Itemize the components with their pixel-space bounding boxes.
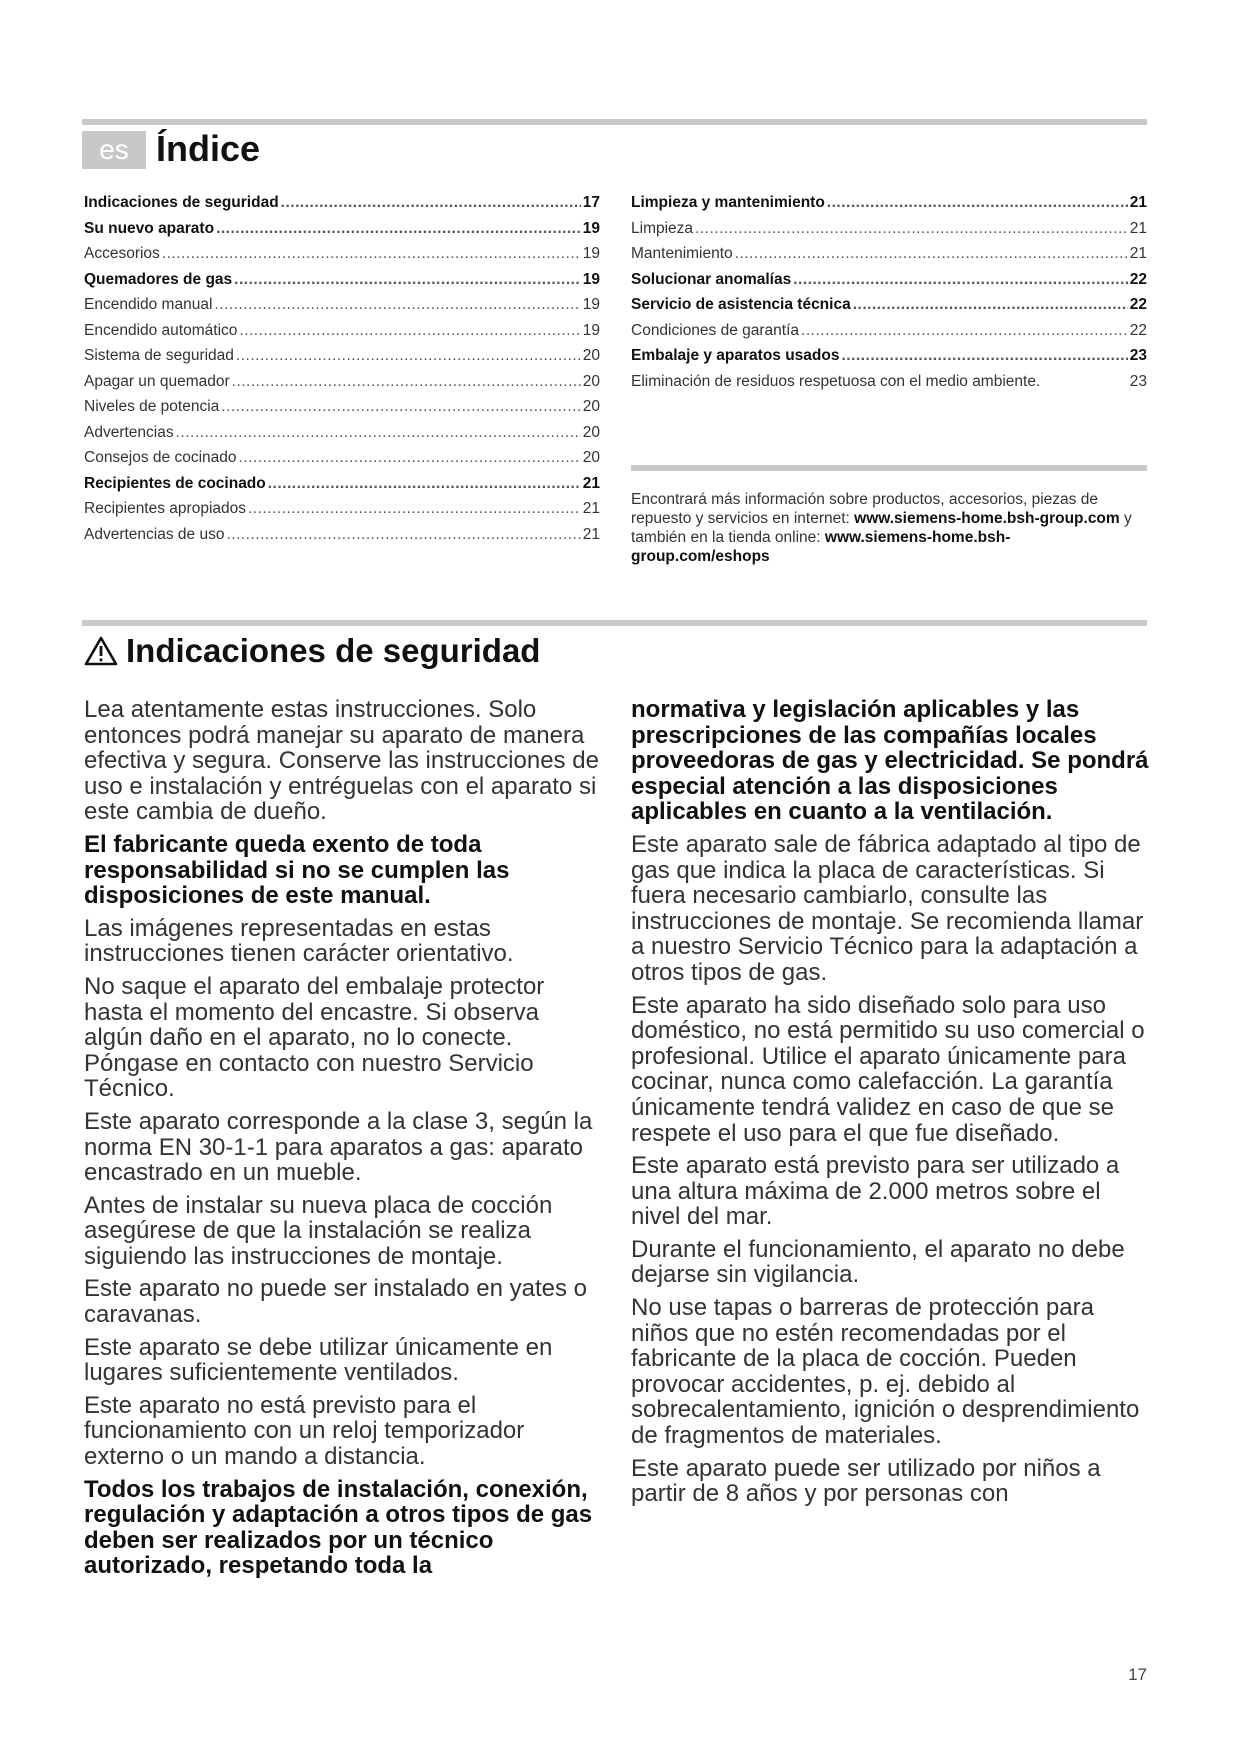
toc-entry[interactable] — [84, 245, 600, 271]
info-divider — [631, 465, 1147, 471]
toc-leader-dots — [853, 296, 1128, 314]
toc-entry-page: 19 — [582, 219, 600, 237]
toc-entry[interactable] — [84, 449, 600, 475]
toc-leader-dots — [735, 245, 1128, 263]
toc-entry[interactable] — [631, 373, 1147, 399]
website-link[interactable]: www.siemens-home.bsh-group.com — [854, 510, 1120, 527]
info-text-1: Encontrará más información sobre productos, accesorios, piezas de repuesto y servicios en internet: — [631, 491, 1098, 527]
top-divider — [82, 119, 1147, 125]
toc-entry-page: 23 — [1129, 372, 1148, 390]
toc-entry-label: Embalaje y aparatos usados — [631, 347, 840, 364]
safety-paragraph: Este aparato está previsto para ser utilizado a una altura máxima de 2.000 metros sobre el nivel del mar. — [631, 1152, 1120, 1231]
toc-leader-dots — [234, 271, 581, 289]
safety-right-column — [631, 697, 1151, 1514]
language-badge: es — [82, 131, 146, 169]
toc-entry[interactable] — [631, 347, 1147, 373]
toc-left-column — [84, 194, 600, 551]
toc-entry[interactable] — [631, 220, 1147, 246]
toc-entry-label: Recipientes de cocinado — [84, 474, 266, 492]
toc-leader-dots — [248, 500, 581, 518]
safety-warning-paragraph: Todos los trabajos de instalación, conexión, regulación y adaptación a otros tipos de gas deben ser realizados por un técnico autorizado, respetando toda la — [84, 1475, 593, 1580]
toc-entry-label: Advertencias — [84, 423, 174, 441]
toc-entry-page: 20 — [582, 398, 600, 415]
safety-paragraph: Durante el funcionamiento, el aparato no debe dejarse sin vigilancia. — [631, 1235, 1125, 1289]
toc-leader-dots — [236, 347, 581, 365]
toc-entry-label: Encendido manual — [84, 296, 213, 313]
toc-entry[interactable] — [631, 296, 1147, 322]
toc-entry[interactable] — [84, 373, 600, 399]
toc-entry-page: 20 — [582, 372, 600, 390]
toc-entry[interactable] — [84, 424, 600, 450]
toc-entry[interactable] — [631, 194, 1147, 220]
toc-entry-label: Condiciones de garantía — [631, 321, 800, 339]
toc-entry-page: 22 — [1129, 270, 1147, 288]
toc-entry[interactable] — [84, 271, 600, 297]
toc-entry-label: Recipientes apropiados — [84, 500, 246, 517]
safety-paragraph: Las imágenes representadas en estas instrucciones tienen carácter orientativo. — [84, 914, 514, 968]
toc-entry[interactable] — [84, 475, 600, 501]
toc-entry-label: Niveles de potencia — [84, 398, 220, 415]
toc-leader-dots — [216, 220, 581, 238]
safety-warning-paragraph: El fabricante queda exento de toda responsabilidad si no se cumplen las disposiciones de este manual. — [84, 830, 510, 910]
toc-entry-page: 20 — [582, 347, 600, 364]
info-text-2: y también en la tienda online: — [631, 510, 1132, 546]
toc-entry-page: 22 — [1129, 321, 1147, 339]
toc-entry-page: 20 — [582, 449, 600, 466]
toc-leader-dots — [841, 347, 1127, 365]
toc-entry-label: Su nuevo aparato — [84, 219, 215, 237]
safety-paragraph: Este aparato corresponde a la clase 3, según la norma EN 30-1-1 para aparatos a gas: aparato encastrado en un mueble. — [84, 1107, 593, 1187]
toc-entry-page: 23 — [1129, 347, 1147, 364]
safety-left-column — [84, 697, 604, 1586]
toc-leader-dots — [239, 322, 580, 340]
toc-entry-label: Quemadores de gas — [84, 270, 233, 288]
warning-icon — [84, 636, 118, 666]
toc-entry-label: Limpieza — [631, 219, 694, 237]
toc-entry-page: 21 — [1129, 219, 1147, 237]
toc-leader-dots — [226, 526, 580, 544]
toc-entry-label: Consejos de cocinado — [84, 449, 237, 466]
toc-entry-label: Encendido automático — [84, 321, 238, 339]
toc-entry-label: Eliminación de residuos respetuosa con el medio ambiente. — [631, 372, 1041, 390]
toc-entry[interactable] — [631, 245, 1147, 271]
toc-title: Índice — [156, 128, 261, 169]
safety-paragraph: No use tapas o barreras de protección para niños que no estén recomendadas por el fabricante de la placa de cocción. Pueden provocar accidentes, p. ej. debido al sobrecalentamiento, ignición o desprendimiento de fragmentos de materiales. — [631, 1294, 1140, 1450]
toc-entry-label: Mantenimiento — [631, 245, 733, 262]
toc-entry-page: 21 — [1129, 245, 1147, 262]
toc-entry[interactable] — [84, 347, 600, 373]
safety-paragraph: Este aparato puede ser utilizado por niños a partir de 8 años y por personas con — [631, 1454, 1101, 1508]
toc-entry-label: Apagar un quemador — [84, 372, 230, 390]
toc-entry-page: 22 — [1129, 296, 1147, 313]
safety-title: Indicaciones de seguridad — [126, 632, 541, 669]
safety-paragraph: Lea atentamente estas instrucciones. Solo entonces podrá manejar su aparato de manera efectiva y segura. Conserve las instrucciones de uso e instalación y entréguelas con el aparato si este cambia de dueño. — [84, 696, 599, 826]
toc-entry[interactable] — [84, 296, 600, 322]
toc-entry[interactable] — [84, 194, 600, 220]
toc-entry[interactable] — [631, 322, 1147, 348]
info-box — [631, 490, 1146, 566]
toc-entry-label: Solucionar anomalías — [631, 270, 792, 288]
toc-entry-label: Indicaciones de seguridad — [84, 194, 279, 211]
safety-paragraph: Este aparato ha sido diseñado solo para uso doméstico, no está permitido su uso comercial o profesional. Utilice el aparato únicamente para cocinar, nunca como calefacción. La garantía únicamente tendrá validez en caso de que se respete el uso para el que fue diseñado. — [631, 991, 1145, 1147]
toc-leader-dots — [214, 296, 580, 314]
toc-leader-dots — [695, 220, 1128, 238]
toc-entry-label: Advertencias de uso — [84, 525, 225, 543]
toc-entry-page: 21 — [1129, 194, 1147, 211]
toc-entry-page: 19 — [582, 321, 600, 339]
toc-entry-page: 21 — [582, 474, 600, 492]
safety-heading — [84, 628, 540, 674]
toc-entry-label: Accesorios — [84, 245, 160, 262]
toc-entry-page: 19 — [582, 245, 600, 262]
safety-paragraph: Antes de instalar su nueva placa de cocción asegúrese de que la instalación se realiza siguiendo las instrucciones de montaje. — [84, 1191, 553, 1270]
toc-leader-dots — [827, 194, 1128, 212]
safety-paragraph: Este aparato se debe utilizar únicamente en lugares suficientemente ventilados. — [84, 1333, 553, 1387]
toc-leader-dots — [162, 245, 581, 263]
toc-entry[interactable] — [631, 271, 1147, 297]
safety-paragraph: Este aparato sale de fábrica adaptado al tipo de gas que indica la placa de características. Si fuera necesario cambiarlo, consulte las instrucciones de montaje. Se recomienda llamar a nuestro Servicio Técnico para la adaptación a otros tipos de gas. — [631, 830, 1144, 986]
toc-entry-page: 21 — [582, 525, 600, 543]
toc-leader-dots — [232, 373, 581, 391]
toc-leader-dots — [281, 194, 581, 212]
toc-entry[interactable] — [84, 398, 600, 424]
toc-leader-dots — [793, 271, 1128, 289]
toc-entry[interactable] — [84, 322, 600, 348]
safety-paragraph: Este aparato no puede ser instalado en yates o caravanas. — [84, 1275, 588, 1329]
toc-entry[interactable] — [84, 500, 600, 526]
page-number: 17 — [1128, 1665, 1147, 1684]
toc-entry-label: Servicio de asistencia técnica — [631, 296, 851, 313]
toc-entry-page: 17 — [582, 194, 600, 211]
toc-leader-dots — [221, 398, 580, 416]
toc-entry[interactable] — [84, 526, 600, 552]
toc-entry-page: 19 — [582, 296, 600, 313]
toc-entry-label: Limpieza y mantenimiento — [631, 194, 825, 211]
toc-leader-dots — [801, 322, 1128, 340]
safety-divider — [82, 620, 1147, 626]
toc-leader-dots — [239, 449, 581, 467]
safety-warning-paragraph: normativa y legislación aplicables y las prescripciones de las compañías locales proveedoras de gas y electricidad. Se pondrá especial atención a las disposiciones aplicables en cuanto a la ventilación. — [631, 696, 1149, 826]
toc-entry-label: Sistema de seguridad — [84, 347, 234, 364]
toc-right-column — [631, 194, 1147, 398]
toc-entry-page: 19 — [582, 270, 600, 288]
toc-entry-page: 21 — [582, 500, 600, 517]
safety-paragraph: Este aparato no está previsto para el funcionamiento con un reloj temporizador externo o un mando a distancia. — [84, 1391, 525, 1471]
eshop-link[interactable]: www.siemens-home.bsh-group.com/eshops — [631, 529, 1011, 565]
toc-entry-page: 20 — [582, 423, 600, 441]
toc-leader-dots — [268, 475, 581, 493]
toc-entry[interactable] — [84, 220, 600, 246]
toc-leader-dots — [176, 424, 581, 442]
safety-paragraph: No saque el aparato del embalaje protector hasta el momento del encastre. Si observa algún daño en el aparato, no lo conecte. Póngase en contacto con nuestro Servicio Técnico. — [84, 972, 545, 1103]
